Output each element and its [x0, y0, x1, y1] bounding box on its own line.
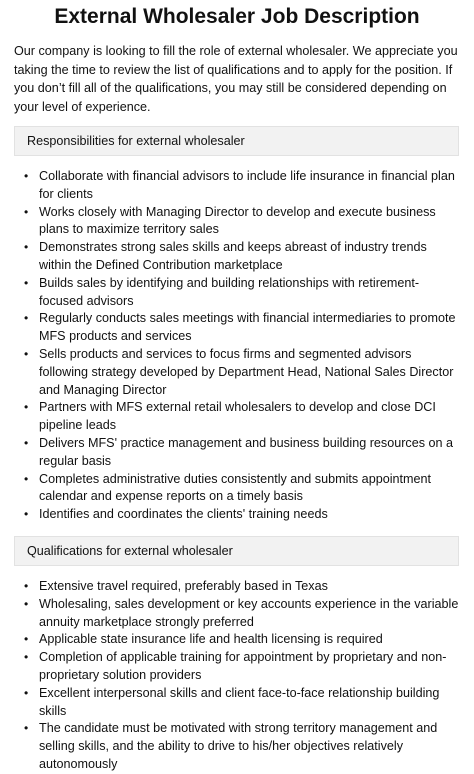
intro-paragraph: Our company is looking to fill the role of external wholesaler. We appreciate you taking the time to review the list of qualifications and to apply for the position. If you don’t fill all of the qualifications, you may still be considered depending on your level of experience. — [14, 44, 458, 114]
bullet-icon: • — [24, 596, 29, 611]
bullet-icon: • — [24, 240, 29, 255]
responsibility-item — [14, 204, 460, 240]
qualification-text: Completion of applicable training for appointment by proprietary and non-proprietary solution providers — [39, 650, 447, 682]
qualification-item — [14, 649, 460, 685]
responsibility-text: Delivers MFS' practice management and business building resources on a regular basis — [39, 435, 454, 468]
qualification-text: Excellent interpersonal skills and client face-to-face relationship building skills — [39, 685, 440, 718]
responsibility-item — [14, 168, 460, 204]
responsibility-text: Builds sales by identifying and building relationships with retirement-focused advisors — [39, 275, 420, 308]
responsibility-item — [14, 471, 460, 507]
qualification-text: The candidate must be motivated with strong territory management and selling skills, and the ability to drive to his/her objectives relatively autonomously — [39, 721, 438, 771]
responsibility-item — [14, 346, 460, 399]
bullet-icon: • — [24, 578, 29, 593]
responsibilities-heading: Responsibilities for external wholesaler — [14, 126, 459, 156]
responsibility-text: Identifies and coordinates the clients' training needs — [39, 507, 328, 522]
bullet-icon: • — [24, 471, 29, 486]
responsibilities-list — [14, 168, 460, 524]
bullet-icon: • — [24, 169, 29, 183]
qualification-text: Wholesaling, sales development or key accounts experience in the variable annuity marketplace strongly preferred — [39, 596, 459, 629]
qualification-text: Applicable state insurance life and health licensing is required — [39, 632, 383, 647]
bullet-icon: • — [24, 435, 29, 450]
responsibility-item — [14, 275, 460, 311]
responsibility-item — [14, 399, 460, 435]
responsibility-text: Demonstrates strong sales skills and keeps abreast of industry trends within the Defined Contribution marketplace — [39, 240, 427, 272]
bullet-icon: • — [24, 275, 29, 290]
responsibility-text: Collaborate with financial advisors to include life insurance in financial plan for clients — [39, 169, 455, 201]
responsibility-text: Regularly conducts sales meetings with financial intermediaries to promote MFS products and services — [39, 311, 456, 344]
qualification-item — [14, 685, 460, 721]
qualification-item — [14, 631, 460, 649]
qualification-text: Extensive travel required, preferably based in Texas — [39, 578, 328, 593]
qualification-item — [14, 578, 460, 596]
qualifications-heading: Qualifications for external wholesaler — [14, 536, 459, 566]
bullet-icon: • — [24, 632, 29, 647]
bullet-icon: • — [24, 685, 29, 700]
bullet-icon: • — [24, 311, 29, 326]
responsibility-text: Partners with MFS external retail wholesalers to develop and close DCI pipeline leads — [39, 400, 436, 433]
responsibility-item — [14, 435, 460, 471]
bullet-icon: • — [24, 204, 29, 219]
responsibility-item — [14, 239, 460, 275]
responsibility-text: Works closely with Managing Director to develop and execute business plans to maximize territory sales — [39, 204, 436, 237]
bullet-icon: • — [24, 346, 29, 361]
qualification-item — [14, 596, 460, 632]
responsibility-item — [14, 310, 460, 346]
bullet-icon: • — [24, 507, 29, 522]
responsibility-text: Completes administrative duties consistently and submits appointment calendar and expense reports on a timely basis — [39, 471, 431, 504]
responsibility-text: Sells products and services to focus firms and segmented advisors following strategy developed by Department Head, National Sales Director and Managing Director — [39, 346, 454, 397]
responsibility-item — [14, 506, 460, 524]
bullet-icon: • — [24, 650, 29, 665]
page-title: External Wholesaler Job Description — [54, 5, 420, 28]
qualifications-list — [14, 578, 460, 774]
bullet-icon: • — [24, 721, 29, 736]
bullet-icon: • — [24, 400, 29, 415]
